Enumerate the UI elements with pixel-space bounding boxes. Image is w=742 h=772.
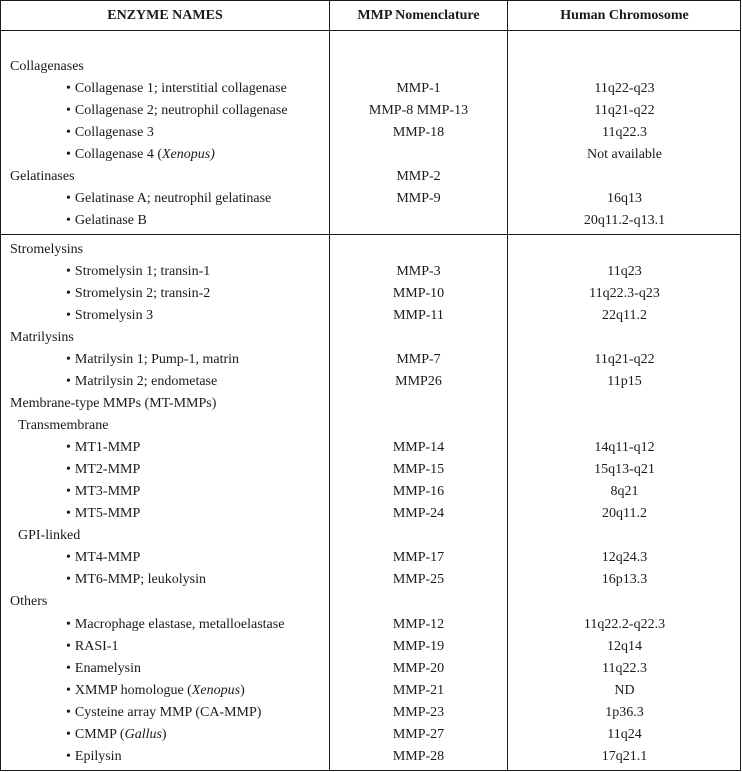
chromosome-cell: 11q21-q22 [594,352,655,367]
mmp-cell: MMP-10 [392,286,445,301]
table-row [1,56,740,78]
subcategory-label: Transmembrane [18,418,109,433]
table-row [1,591,740,613]
mmp-cell: MMP-21 [392,683,445,698]
enzyme-name: • MT3-MMP [66,484,141,499]
header-mmp-nomenclature: MMP Nomenclature [357,8,480,23]
mmp-cell: MMP-27 [392,727,445,742]
category-label: Stromelysins [10,242,84,257]
mmp-cell: MMP-14 [392,440,445,455]
category-label: Others [10,594,48,609]
enzyme-name: • MT1-MMP [66,440,141,455]
enzyme-name: • MT2-MMP [66,462,141,477]
table-row [1,415,740,437]
enzyme-name: • MT6-MMP; leukolysin [66,572,206,587]
chromosome-cell: 22q11.2 [602,308,647,323]
chromosome-cell: 11p15 [607,374,642,389]
mmp-cell: MMP-18 [392,125,445,140]
chromosome-cell: 12q14 [607,639,642,654]
chromosome-cell: 1p36.3 [605,705,644,720]
table-row [1,305,740,327]
mmp-cell: MMP-3 [396,264,441,279]
subcategory-label: GPI-linked [18,528,81,543]
table-row [1,636,740,658]
category-label: Collagenases [10,59,84,74]
chromosome-cell: 11q22.3 [602,125,647,140]
chromosome-cell: 11q22.3 [602,661,647,676]
table-row [1,239,740,261]
table-row [1,210,740,232]
chromosome-cell: 11q24 [607,727,642,742]
mmp-cell: MMP-24 [392,506,445,521]
table-row [1,188,740,210]
enzyme-name: • RASI-1 [66,639,119,654]
mmp-cell: MMP-11 [393,308,444,323]
enzyme-name: • Gelatinase B [66,213,147,228]
mmp-cell: MMP-28 [392,749,445,764]
mmp-cell: MMP-8 MMP-13 [368,103,469,118]
chromosome-cell: Not available [586,147,663,162]
table-row [1,144,740,166]
mmp-cell: MMP-16 [392,484,445,499]
table-row [1,393,740,415]
mmp-cell: MMP-17 [392,550,445,565]
table-row [1,327,740,349]
table-row [1,437,740,459]
enzyme-name: • MT5-MMP [66,506,141,521]
chromosome-cell: 20q11.2-q13.1 [583,213,666,228]
table-row [1,547,740,569]
section-divider [1,234,740,235]
chromosome-cell: 11q22.3-q23 [589,286,660,301]
mmp-cell: MMP-7 [396,352,441,367]
table-row [1,166,740,188]
table-row [1,658,740,680]
chromosome-cell: 12q24.3 [601,550,648,565]
enzyme-name: • Stromelysin 2; transin-2 [66,286,211,301]
header-enzyme-names: ENZYME NAMES [107,8,223,23]
table-row [1,724,740,746]
enzyme-name: • Epilysin [66,749,122,764]
mmp-cell: MMP26 [395,374,442,389]
table-row [1,481,740,503]
enzyme-name: • Collagenase 4 (Xenopus) [66,147,215,162]
enzyme-name: • Collagenase 3 [66,125,154,140]
mmp-cell: MMP-25 [392,572,445,587]
mmp-cell: MMP-15 [392,462,445,477]
chromosome-cell: 11q23 [607,264,642,279]
chromosome-cell: 14q11-q12 [594,440,655,455]
category-label: Membrane-type MMPs (MT-MMPs) [10,396,217,411]
chromosome-cell: 20q11.2 [602,506,647,521]
table-row [1,459,740,481]
category-label: Matrilysins [10,330,74,345]
enzyme-name: • CMMP (Gallus) [66,727,167,742]
chromosome-cell: 11q21-q22 [594,103,655,118]
enzyme-name: • Cysteine array MMP (CA-MMP) [66,705,262,720]
enzyme-name: • Enamelysin [66,661,142,676]
chromosome-cell: ND [614,683,635,698]
enzyme-name: • Gelatinase A; neutrophil gelatinase [66,191,272,206]
enzyme-name: • Macrophage elastase, metalloelastase [66,617,285,632]
table-header [1,1,740,31]
enzyme-name: • Stromelysin 1; transin-1 [66,264,211,279]
enzyme-name: • Matrilysin 2; endometase [66,374,218,389]
chromosome-cell: 11q22.2-q22.3 [583,617,666,632]
table-row [1,569,740,591]
chromosome-cell: 17q21.1 [601,749,648,764]
table-row [1,349,740,371]
table-row [1,122,740,144]
table-row [1,100,740,122]
chromosome-cell: 16q13 [607,191,642,206]
table-row [1,680,740,702]
mmp-cell: MMP-12 [392,617,445,632]
enzyme-name: • Collagenase 1; interstitial collagenase [66,81,287,96]
enzyme-name: • Collagenase 2; neutrophil collagenase [66,103,288,118]
category-label: Gelatinases [10,169,75,184]
table-row [1,525,740,547]
table-row [1,261,740,283]
chromosome-cell: 16p13.3 [601,572,648,587]
mmp-cell: MMP-23 [392,705,445,720]
table-row [1,702,740,724]
mmp-cell: MMP-2 [396,169,441,184]
table-row [1,614,740,636]
chromosome-cell: 15q13-q21 [594,462,655,477]
table-row [1,746,740,768]
chromosome-cell: 8q21 [610,484,639,499]
mmp-cell: MMP-1 [396,81,441,96]
mmp-cell: MMP-9 [396,191,441,206]
enzyme-name: • XMMP homologue (Xenopus) [66,683,245,698]
table-row [1,283,740,305]
enzyme-name: • MT4-MMP [66,550,141,565]
chromosome-cell: 11q22-q23 [594,81,655,96]
header-human-chromosome: Human Chromosome [560,8,689,23]
table-row [1,78,740,100]
table-row [1,371,740,393]
table-row [1,503,740,525]
enzyme-name: • Stromelysin 3 [66,308,154,323]
mmp-cell: MMP-19 [392,639,445,654]
mmp-cell: MMP-20 [392,661,445,676]
enzyme-name: • Matrilysin 1; Pump-1, matrin [66,352,240,367]
